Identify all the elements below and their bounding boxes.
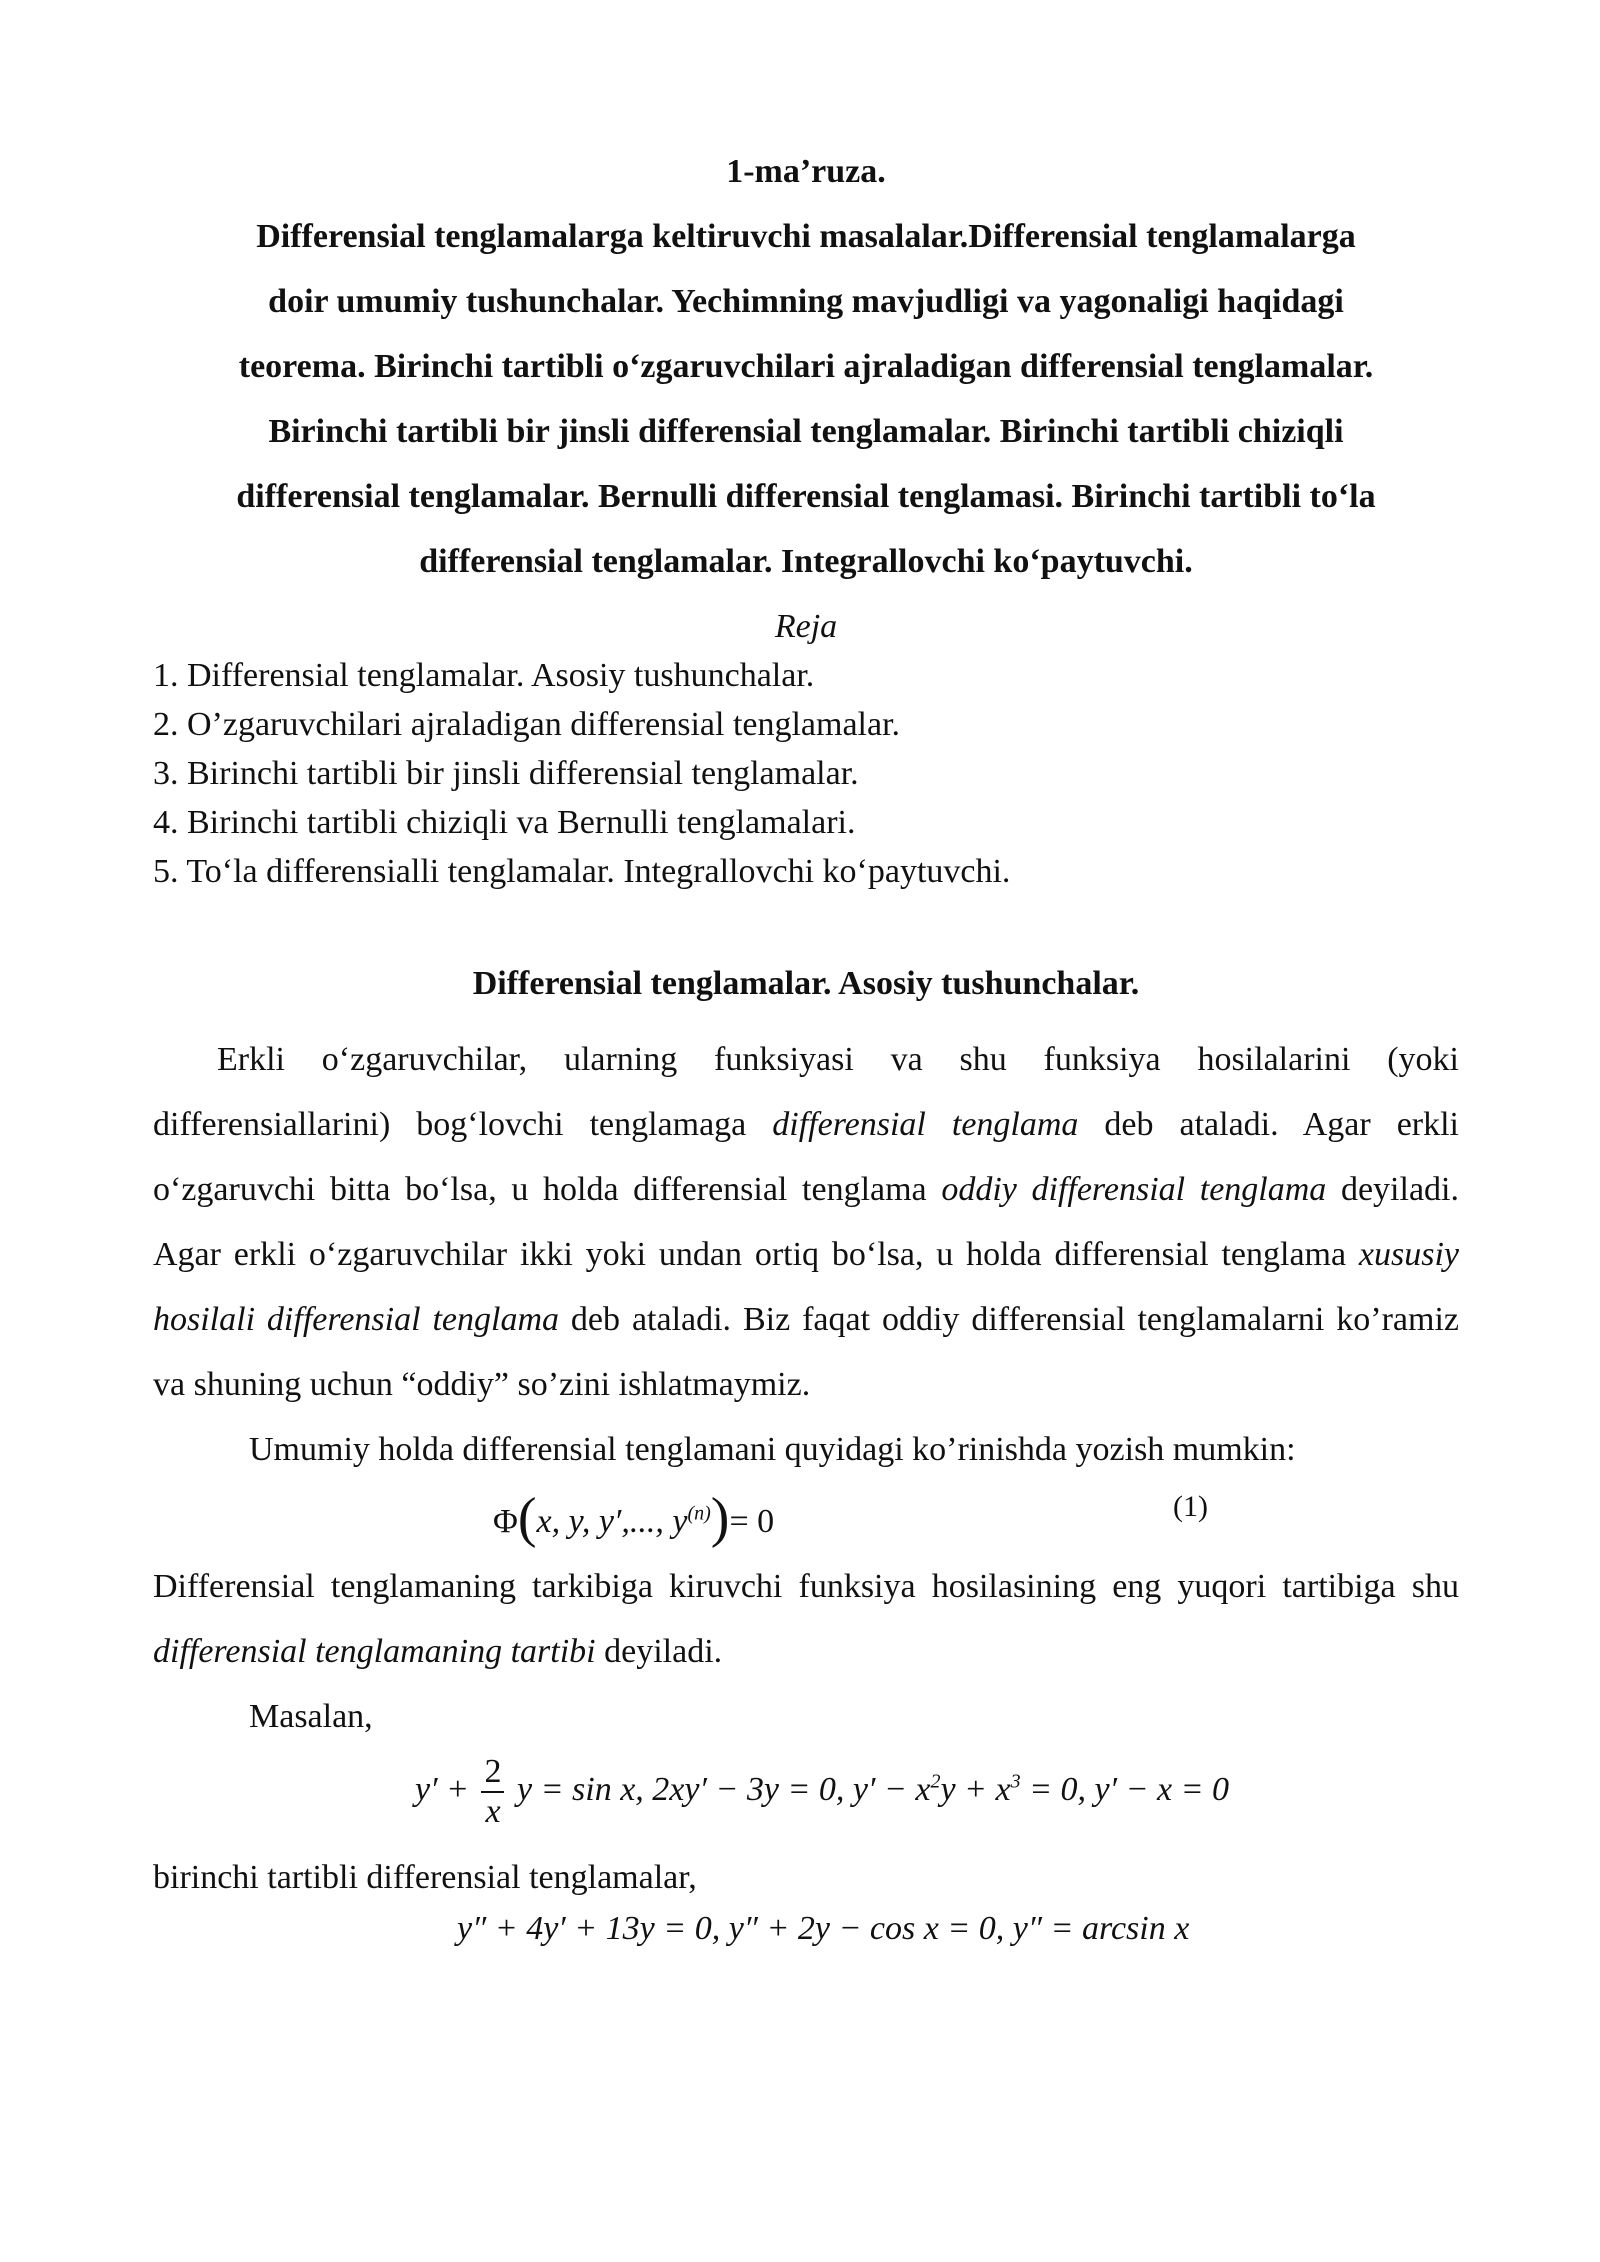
section-title: Differensial tenglamalar. Asosiy tushunchalar.: [472, 965, 1140, 1002]
plan-item-5: 5. To‘la differensialli tenglamalar. Integrallovchi ko‘paytuvchi.: [153, 853, 1011, 890]
exponent: 3: [1010, 1770, 1021, 1793]
lecture-title-line-6: differensial tenglamalar. Integrallovchi ko‘paytuvchi.: [419, 543, 1193, 580]
text-run: deb ataladi. Agar erkli o‘zgaruvchi bitta bo‘lsa, u holda differensial tenglama: [153, 1106, 1459, 1208]
lecture-number: 1-ma’ruza.: [726, 153, 886, 190]
equation-1-order: (n): [687, 1502, 711, 1525]
plan-heading: Reja: [774, 608, 838, 645]
document-page: [153, 150, 1459, 1982]
lecture-title-line-1: Differensial tenglamalarga keltiruvchi masalalar.Differensial tenglamalarga: [256, 218, 1356, 255]
eq2-part-3: y + x: [940, 1770, 1011, 1808]
second-order-equations: y″ + 4y′ + 13y = 0, y″ + 2y − cos x = 0, y″ = arcsin x: [457, 1910, 1190, 1947]
lecture-title-line-5: differensial tenglamalar. Bernulli differensial tenglamasi. Birinchi tartibli to‘la: [236, 478, 1376, 515]
term-ordinary-de: oddiy differensial tenglama: [941, 1171, 1327, 1208]
left-paren: (: [517, 1487, 537, 1549]
plan-list: [153, 654, 1459, 894]
term-partial-de: xususiy hosilali differensial tenglama: [153, 1236, 1459, 1338]
fraction-numerator: 2: [481, 1753, 504, 1793]
eq2-part-4: = 0, y′ − x = 0: [1020, 1770, 1230, 1808]
text-run: deyiladi.: [595, 1633, 723, 1670]
lecture-title-line-4: Birinchi tartibli bir jinsli differensial tenglamalar. Birinchi tartibli chiziqli: [268, 413, 1344, 450]
right-paren: ): [710, 1487, 730, 1549]
text-run: Erkli o‘zgaruvchilar, ularning funksiyasi va shu funksiya hosilalarini (yoki differensiallarini) bog‘lovchi tenglamaga: [153, 1041, 1459, 1143]
equation-1-body: [493, 1482, 775, 1549]
equation-1: [153, 1482, 1459, 1554]
example-intro: Masalan,: [249, 1698, 373, 1735]
definition-paragraph: [153, 1027, 1459, 1417]
fraction: [481, 1753, 504, 1831]
plan-item-3: 3. Birinchi tartibli bir jinsli differensial tenglamalar.: [153, 755, 859, 792]
term-order: differensial tenglamaning tartibi: [153, 1633, 596, 1670]
lecture-title-line-3: teorema. Birinchi tartibli o‘zgaruvchilari ajraladigan differensial tenglamalar.: [238, 348, 1374, 385]
eq2-part-2: y = sin x, 2xy′ − 3y = 0, y′ − x: [516, 1770, 931, 1808]
first-order-equations: [415, 1753, 1229, 1831]
equation-1-args: x, y, y′,..., y: [536, 1503, 688, 1540]
exponent: 2: [930, 1770, 941, 1793]
equation-examples-second-order: [153, 1910, 1459, 1982]
equation-1-number: (1): [1173, 1490, 1208, 1523]
plan-item-2: 2. O’zgaruvchilari ajraladigan differensial tenglamalar.: [153, 706, 901, 743]
lecture-title-line-2: doir umumiy tushunchalar. Yechimning mavjudligi va yagonaligi haqidagi: [268, 283, 1344, 320]
phi-symbol: Φ: [493, 1503, 518, 1540]
plan-item-1: 1. Differensial tenglamalar. Asosiy tushunchalar.: [153, 657, 815, 694]
equation-examples-first-order: [153, 1749, 1459, 1845]
eq2-part-1: y′ +: [415, 1770, 469, 1808]
text-run: deb ataladi. Biz faqat oddiy differensial tenglamalarni ko’ramiz va shuning uchun “oddiy” so’zini ishlatmaymiz.: [153, 1301, 1459, 1403]
text-run: deyiladi. Agar erkli o‘zgaruvchilar ikki yoki undan ortiq bo‘lsa, u holda differensial tenglama: [153, 1171, 1459, 1273]
equation-1-rhs: = 0: [729, 1503, 775, 1540]
term-differential-equation: differensial tenglama: [772, 1106, 1079, 1143]
general-form-paragraph: Umumiy holda differensial tenglamani quyidagi ko’rinishda yozish mumkin:: [249, 1431, 1296, 1468]
fraction-denominator: x: [485, 1793, 501, 1830]
first-order-caption: birinchi tartibli differensial tenglamalar,: [153, 1859, 697, 1896]
plan-item-4: 4. Birinchi tartibli chiziqli va Bernulli tenglamalari.: [153, 804, 856, 841]
order-definition-paragraph: [153, 1554, 1459, 1684]
text-run: Differensial tenglamaning tarkibiga kiruvchi funksiya hosilasining eng yuqori tartibiga shu: [153, 1568, 1459, 1605]
